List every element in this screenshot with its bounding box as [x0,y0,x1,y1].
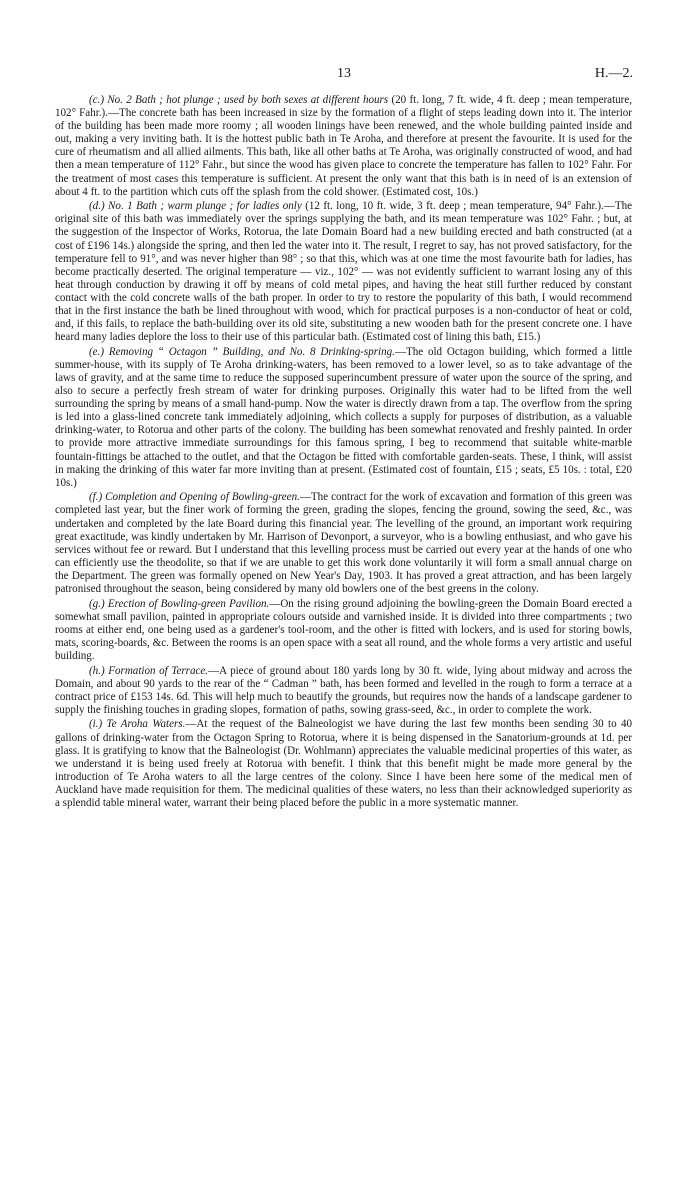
page-header [55,66,633,84]
paragraph-heading: (e.) Removing “ Octagon ” Building, and No. 8 Drinking-spring. [89,345,395,358]
paragraph-bowling-green [55,491,632,596]
paragraph-text: —At the request of the Balneologist we have during the last few months been sending 30 to 40 gallons of drinking-water from the Octagon Spring to Rotorua, where it is being dispensed in the Sanatorium-grounds at 1d. per glass. It is gratifying to know that the Balneologist (Dr. Wohlmann) appreciates the valuable medicinal properties of this water, as we understand it is being used freely at Rotorua with benefit. I think that this benefit might be made more general by the introduction of Te Aroha waters to all the large centres of the colony. Since I have been here some of the medical men of Auckland have made requisition for them. The medicinal qualities of these waters, no less than their acknowledged superiority as a splendid table mineral water, warrant their being placed before the public in a more systematic manner. [55,718,633,809]
paragraph-heading: (f.) Completion and Opening of Bowling-green. [89,491,300,504]
page-number: 13 [337,66,351,81]
paragraph-te-aroha-waters [55,718,632,810]
paragraph-pavilion [55,598,632,663]
paragraph-text: —A piece of ground about 180 yards long by 30 ft. wide, lying about midway and across the Domain, and about 90 yards to the rear of the “ Cadman ” bath, has been formed and levelled in the rough to form a terrace at a contract price of £153 14s. 6d. This will help much to beautify the grounds, but requires now the hands of a landscape gardener to supply the finishing touches in grading slopes, formation of paths, sowing grass-seed, &c., in order to complete the work. [55,664,633,716]
paragraph-text: —On the rising ground adjoining the bowling-green the Domain Board erected a somewhat small pavilion, painted in appropriate colours outside and varnished inside. It is divided into three compartments ; two rooms at either end, one being used as a gardener's tool-room, and the other is fitted with lockers, and is used for storing bowls, mats, scoring-boards, &c. Between the rooms is an open space with a seat all round, and the whole forms a very artistic and useful building. [55,597,632,662]
paragraph-octagon-building [55,346,632,490]
paragraph-heading: (h.) Formation of Terrace. [89,664,209,677]
paragraph-heading: (d.) No. 1 Bath ; warm plunge ; for ladies only [89,200,302,213]
paragraph-text: (20 ft. long, 7 ft. wide, 4 ft. deep ; mean temperature, 102° Fahr.).—The concrete bath has been increased in size by the formation of a flight of steps leading down into it. The interior of the building has been made more roomy ; all wooden linings have been renewed, and the whole building painted inside and out, making a very inviting bath. It is the hottest public bath in Te Aroha, and therefore at present the favourite. It is used for the cure of rheumatism and all allied ailments. This bath, like all other baths at Te Aroha, was originally constructed of wood, and had then a mean temperature of 112° Fahr., but since the wood has given place to concrete the temperature has fallen to 102° Fahr. For the treatment of most cases this temperature is sufficient. At present the only want that this bath is in need of is an extension of about 4 ft. to the partition which cuts off the splash from the cold shower. (Estimated cost, 10s.) [55,94,633,198]
paragraph-heading: (g.) Erection of Bowling-green Pavilion. [89,597,270,610]
document-reference: H.—2. [594,66,633,81]
paragraph-text: —The contract for the work of excavation and formation of this green was completed last year, but the finer work of forming the green, grading the slopes, fencing the ground, sowing the seed, &c., was undertaken and completed by the late Board during this financial year. The levelling of the ground, an important work requiring great exactitude, was kindly undertaken by Mr. Harrison of Devonport, a surveyor, who is a bowling enthusiast, and who gave his services without fee or reward. But I understand that this levelling process must be carried out every year at the hands of one who can efficiently use the theodolite, so that if we are unable to get this work done voluntarily it will form a small annual charge on the Department. The green was formally opened on New Year's Day, 1903. It has proved a great attraction, and has been largely patronised throughout the season, being considered by many old bowlers one of the best greens in the colony. [55,491,632,595]
paragraph-heading: (i.) Te Aroha Waters. [89,718,186,731]
paragraph-text: —The old Octagon building, which formed a little summer-house, with its supply of Te Aroha drinking-waters, has been removed to a lower level, so as to take advantage of the laws of gravity, and at the same time to reduce the supposed superincumbent pressure of water upon the source of the spring, and also to secure a perfectly fresh stream of water for drinking purposes. Originally this water had to be lifted from the well surrounding the spring by means of a small hand-pump. Now the water is directly drawn from a tap. The overflow from the spring is led into a glass-lined concrete tank immediately adjoining, which collects a supply for purposes of distribution, as a valuable drinking-water, to Rotorua and other parts of the colony. The building has been somewhat renovated and freshly painted. In order to provide more attractive immediate surroundings for this famous spring, I beg to recommend that suitable white-marble fountain-fittings be attached to the outlet, and that the Octagon be fitted with comfortable garden-seats. These, I think, will assist in making the drinking of this water far more inviting than at present. (Estimated cost of fountain, £15 ; seats, £5 10s. : total, £20 10s.) [55,345,632,489]
paragraph-terrace [55,665,632,717]
paragraph-heading: (c.) No. 2 Bath ; hot plunge ; used by both sexes at different hours [89,94,389,106]
body-text [55,94,632,812]
paragraph-text: (12 ft. long, 10 ft. wide, 3 ft. deep ; mean temperature, 94° Fahr.).—The original site of this bath was immediately over the springs supplying the bath, and its mean temperature was 102° Fahr. ; but, at the suggestion of the Inspector of Works, Rotorua, the late Domain Board had a new building erected and bath constructed (at a cost of £196 14s.) alongside the spring, and then led the water into it. The result, I regret to say, has not proved satisfactory, for the temperature fell to 91°, and was never higher than 98° ; so that this, which was at one time the most favourite bath for ladies, has become practically deserted. The original temperature — viz., 102° — was not evidently sufficient to warrant losing any of this heat through conduction by drawing it off by means of cold metal pipes, and having the heat still further reduced by constant contact with the cold concrete walls of the bath proper. In order to try to restore the popularity of this bath, I would recommend that in the first instance the bath be lined throughout with wood, which for practical purposes is a non-conductor of heat or cold, and, if this fails, to replace the bath-building over its old site, substituting a new wooden bath for the present concrete one. I have heard many ladies deplore the loss to their use of this particular bath. (Estimated cost of lining this bath, £15.) [55,200,632,344]
paragraph-no1-bath [55,200,632,344]
paragraph-no2-bath [55,94,632,199]
